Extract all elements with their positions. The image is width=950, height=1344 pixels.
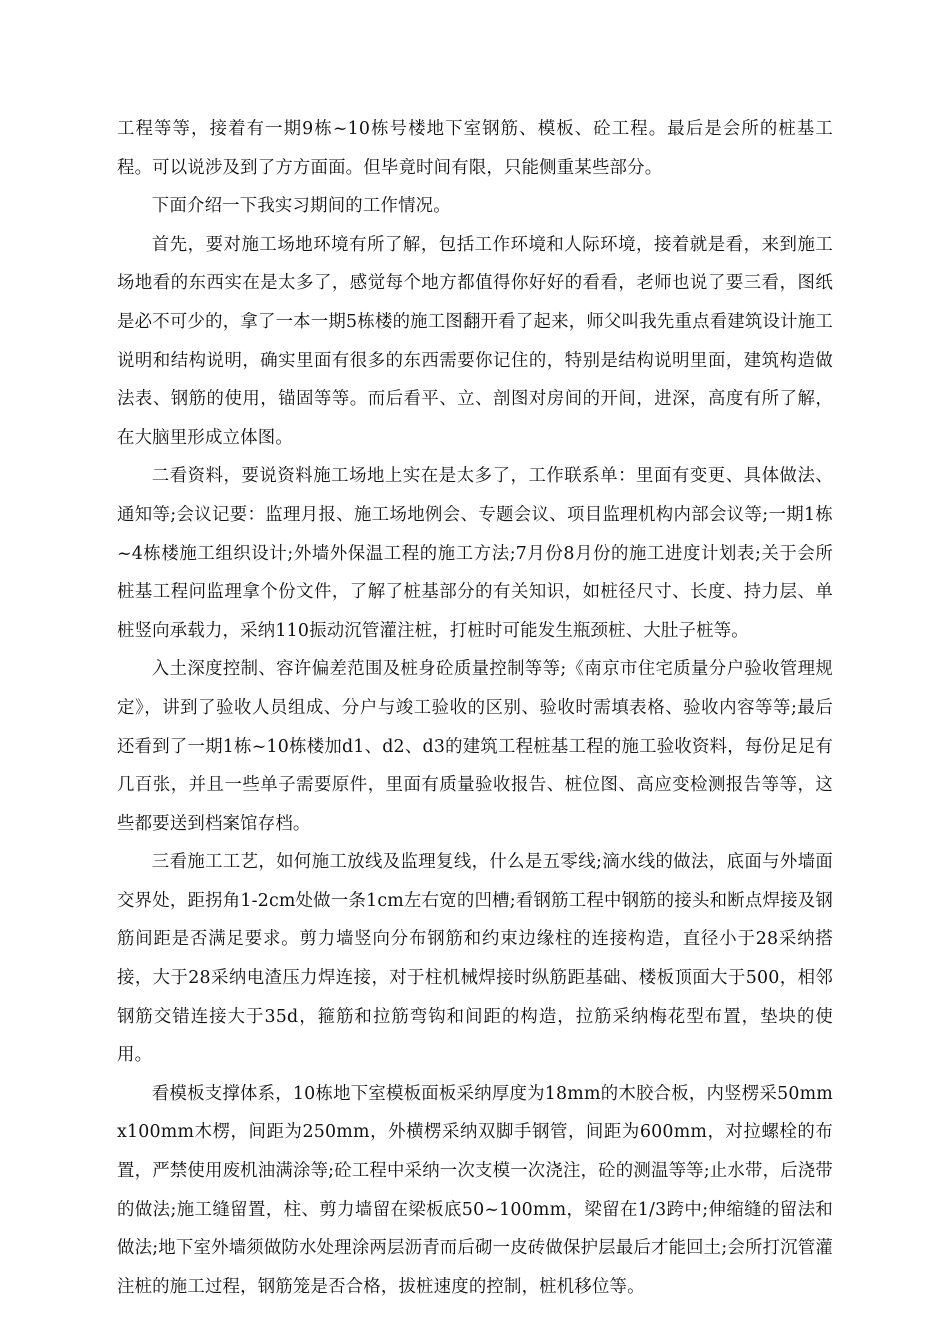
paragraph-2: 下面介绍一下我实习期间的工作情况。 xyxy=(151,196,451,217)
paragraph-5: 入土深度控制、容许偏差范围及桩身砼质量控制等等;《南京市住宅质量分户验收管理规定》，讲到了验收人员组成、分户与竣工验收的区别、验收时需填表格、验收内容等等;最后还看到了一期1栋~10栋楼加d1、d2、d3的建筑工程桩基工程的施工验收资料，每份足足有几百张，并且一些单子需要原件，里面有质量验收报告、桩位图、高应变检测报告等等，这些都要送到档案馆存档。 xyxy=(117,659,833,834)
paragraph-3: 首先，要对施工场地环境有所了解，包括工作环境和人际环境，接着就是看，来到施工场地看的东西实在是太多了，感觉每个地方都值得你好好的看看，老师也说了要三看，图纸是必不可少的，拿了一本一期5栋楼的施工图翻开看了起来，师父叫我先重点看建筑设计施工说明和结构说明，确实里面有很多的东西需要你记住的，特别是结构说明里面，建筑构造做法表、钢筋的使用，锚固等等。而后看平、立、剖图对房间的开间，进深，高度有所了解，在大脑里形成立体图。 xyxy=(117,234,833,448)
paragraph-7: 看模板支撑体系，10栋地下室模板面板采纳厚度为18mm的木胶合板，内竖楞采50mmx100mm木楞，间距为250mm，外横楞采纳双脚手钢管，间距为600mm，对拉螺栓的布置，严禁使用废机油满涂等;砼工程中采纳一次支模一次浇注，砼的测温等等;止水带，后浇带的做法;施工缝留置，柱、剪力墙留在梁板底50~100mm，梁留在1/3跨中;伸缩缝的留法和做法;地下室外墙须做防水处理涂两层沥青而后砌一皮砖做保护层最后才能回土;会所打沉管灌注桩的施工过程，钢筋笼是否合格，拔桩速度的控制，桩机移位等。 xyxy=(117,1083,833,1297)
paragraph-6: 三看施工工艺，如何施工放线及监理复线，什么是五零线;滴水线的做法，底面与外墙面交界处，距拐角1-2cm处做一条1cm左右宽的凹槽;看钢筋工程中钢筋的接头和断点焊接及钢筋间距是否满足要求。剪力墙竖向分布钢筋和约束边缘柱的连接构造，直径小于28采纳搭接，大于28采纳电渣压力焊连接，对于柱机械焊接时纵筋距基础、楼板顶面大于500，相邻钢筋交错连接大于35d，箍筋和拉筋弯钩和间距的构造，拉筋采纳梅花型布置，垫块的使用。 xyxy=(117,852,833,1066)
document-body xyxy=(117,110,833,1306)
paragraph-4: 二看资料，要说资料施工场地上实在是太多了，工作联系单：里面有变更、具体做法、通知等;会议记要：监理月报、施工场地例会、专题会议、项目监理机构内部会议等;一期1栋~4栋楼施工组织设计;外墙外保温工程的施工方法;7月份8月份的施工进度计划表;关于会所桩基工程问监理拿个份文件，了解了桩基部分的有关知识，如桩径尺寸、长度、持力层、单桩竖向承载力，采纳110振动沉管灌注桩，打桩时可能发生瓶颈桩、大肚子桩等。 xyxy=(117,466,833,641)
paragraph-1: 工程等等，接着有一期9栋~10栋号楼地下室钢筋、模板、砼工程。最后是会所的桩基工程。可以说涉及到了方方面面。但毕竟时间有限，只能侧重某些部分。 xyxy=(117,119,833,178)
